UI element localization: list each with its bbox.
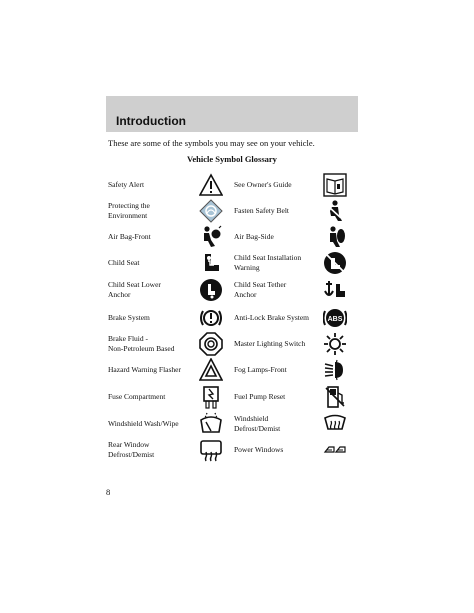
symbol-label: Anti-Lock Brake System: [234, 313, 309, 322]
section-header: [106, 96, 358, 132]
symbol-label: Child Seat Tether Anchor: [234, 280, 287, 299]
symbol-label: Windshield Defrost/Demist: [234, 414, 281, 433]
environment-icon: [199, 199, 223, 223]
child-seat-anchor-icon: [199, 278, 223, 302]
brake-fluid-icon: [199, 332, 223, 356]
tether-anchor-icon: [323, 278, 347, 302]
symbol-label: Hazard Warning Flasher: [108, 365, 181, 374]
symbol-label: Master Lighting Switch: [234, 339, 306, 348]
owners-guide-book-icon: [323, 173, 347, 197]
lighting-switch-icon: [323, 332, 347, 356]
symbol-label: Brake System: [108, 313, 150, 322]
glossary-row: [108, 411, 358, 437]
symbol-label: Child Seat Installation Warning: [234, 253, 302, 272]
symbol-label: Child Seat Lower Anchor: [108, 280, 161, 299]
child-seat-icon: [199, 251, 223, 275]
symbol-label: Fuel Pump Reset: [234, 392, 286, 401]
fuse-icon: [199, 385, 223, 409]
brake-system-icon: [199, 306, 223, 330]
glossary-row: [108, 250, 358, 276]
warning-triangle-icon: [199, 173, 223, 197]
airbag-side-icon: [323, 225, 347, 249]
symbol-label: Fog Lamps-Front: [234, 365, 287, 374]
fog-lamp-icon: [323, 358, 347, 382]
glossary-row: [108, 172, 358, 198]
symbol-label: Brake Fluid - Non-Petroleum Based: [108, 334, 175, 353]
symbol-label: Air Bag-Front: [108, 232, 151, 241]
symbol-label: Power Windows: [234, 445, 284, 454]
fuel-pump-reset-icon: [323, 385, 347, 409]
symbol-label: Air Bag-Side: [234, 232, 274, 241]
airbag-front-icon: [199, 225, 223, 249]
svg-text:ABS: ABS: [327, 316, 343, 323]
abs-icon: [323, 306, 347, 330]
symbol-label: Windshield Wash/Wipe: [108, 419, 179, 428]
symbol-label: Safety Alert: [108, 180, 145, 189]
seatbelt-icon: [323, 199, 347, 223]
glossary-row: [108, 305, 358, 331]
glossary-row: [108, 357, 358, 383]
glossary-row: [108, 331, 358, 357]
section-title: Introduction: [116, 114, 186, 128]
glossary-row: [108, 198, 358, 224]
page-number: 8: [106, 487, 111, 497]
symbol-label: Fasten Safety Belt: [234, 206, 289, 215]
windshield-defrost-icon: [323, 412, 347, 436]
symbol-label: Rear Window Defrost/Demist: [108, 440, 155, 459]
power-windows-icon: [323, 438, 347, 462]
glossary-row: [108, 384, 358, 410]
child-seat-warning-icon: [323, 251, 347, 275]
wash-wipe-icon: [199, 412, 223, 436]
symbol-label: Child Seat: [108, 258, 140, 267]
glossary-row: [108, 224, 358, 250]
symbol-label: Fuse Compartment: [108, 392, 166, 401]
rear-defrost-icon: [199, 438, 223, 462]
glossary-title: Vehicle Symbol Glossary: [187, 154, 277, 164]
symbol-label: Protecting the Environment: [108, 201, 150, 220]
intro-text: These are some of the symbols you may see on your vehicle.: [108, 138, 315, 148]
glossary-row: [108, 437, 358, 463]
glossary-row: [108, 277, 358, 303]
symbol-label: See Owner's Guide: [234, 180, 292, 189]
hazard-flasher-icon: [199, 358, 223, 382]
